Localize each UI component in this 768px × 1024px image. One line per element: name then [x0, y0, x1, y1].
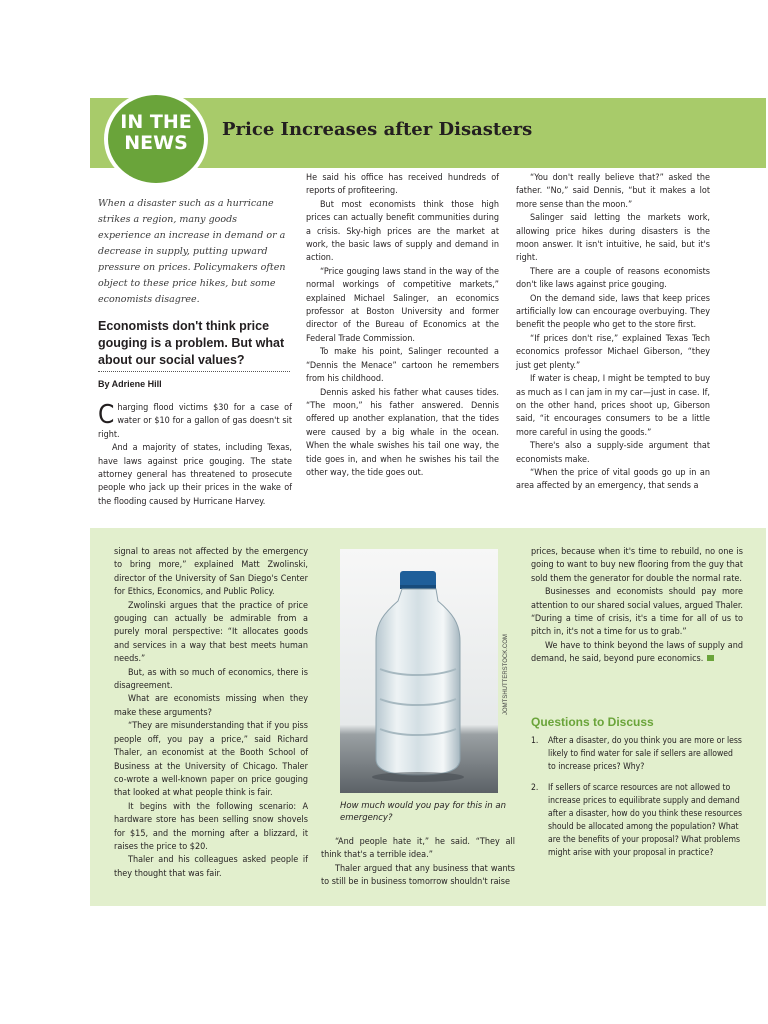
paragraph: Dennis asked his father what causes tides. “The moon,” his father answered. Dennis offered up another explanation, that the tides were caused by a big whale in the ocean. When the whale swishes his tail one way, the tide goes in, and when he swishes his tail the other way, the tide goes out. [306, 387, 499, 478]
question-text: After a disaster, do you think you are more or less likely to find water for sale if sellers are allowed to increase prices? Why? [548, 736, 742, 772]
column-4 [114, 546, 308, 881]
column-1 [98, 402, 292, 509]
water-bottle-photo [340, 549, 498, 793]
paragraph: There's also a supply-side argument that economists make. [516, 441, 710, 465]
article-title: Price Increases after Disasters [222, 119, 533, 140]
subheadline: Economists don't think price gouging is a problem. But what about our social values? [98, 319, 285, 367]
questions-list [531, 735, 743, 868]
paragraph: “If prices don't rise,” explained Texas Tech economics professor Michael Giberson, “they just get plenty.” [516, 333, 710, 371]
badge-line1: IN THE [120, 111, 192, 133]
byline: By Adriene Hill [98, 379, 162, 389]
paragraph: Businesses and economists should pay more attention to our shared social values, argued Thaler. “During a time of crisis, it's a time for all of us to pitch in, it's not a time for us to grab.” [531, 587, 743, 638]
paragraph: Thaler and his colleagues asked people if they thought that was fair. [114, 855, 308, 879]
column-2 [306, 172, 499, 480]
paragraph: prices, because when it's time to rebuild, no one is going to want to buy new flooring from the guy that sold them the generator for double the normal rate. [531, 547, 743, 584]
divider [98, 371, 290, 372]
paragraph: “They are misunderstanding that if you piss people off, you pay a price,” said Richard Thaler, an economist at the Booth School of Business at the University of Chicago. Thaler co-wrote a well-known paper on price gouging that looked at what people think is fair. [114, 721, 308, 799]
question-item [531, 735, 743, 774]
intro-text: When a disaster such as a hurricane strikes a region, many goods experience an increase in demand or a decrease in supply, putting upward pressure on prices. Policymakers often object to these price hikes, but some economists disagree. [98, 198, 286, 305]
paragraph: signal to areas not affected by the emergency to bring more,” explained Matt Zwolinski, director of the University of San Diego's Center for Ethics, Economics, and Public Policy. [114, 547, 308, 598]
water-bottle-image [340, 549, 498, 793]
paragraph: But most economists think those high prices can actually benefit communities during a crisis. Sky-high prices are the market at work, the basic laws of supply and demand in action. [306, 199, 499, 264]
paragraph: “Price gouging laws stand in the way of the normal workings of competitive markets,” explained Michael Salinger, an economics professor at Boston University and former director of the Bureau of Economics at the Federal Trade Commission. [306, 266, 499, 344]
badge-line2: NEWS [124, 132, 188, 154]
question-text: If sellers of scarce resources are not allowed to increase prices to equilibrate supply and demand after a disaster, how do you think these resources should be allocated among the population? What are the benefits of your proposal? What problems might arise with your proposal in practice? [548, 783, 743, 858]
photo-caption: How much would you pay for this in an emergency? [340, 801, 506, 823]
photo-credit: JOMTSHUTTERSTOCK.COM [503, 634, 509, 715]
paragraph: If water is cheap, I might be tempted to buy as much as I can jam in my car—just in case. If, on the other hand, prices shoot up, Giberson said, “it encourages consumers to be a little more careful in using the goods.” [516, 374, 710, 438]
question-number: 2. [531, 783, 539, 793]
drop-cap: C [98, 400, 115, 430]
column-6 [531, 546, 743, 667]
paragraph: Zwolinski argues that the practice of price gouging can actually be admirable from a purely moral perspective: “It allocates goods and services in a way that best meets human needs.” [114, 600, 308, 665]
paragraph: He said his office has received hundreds of reports of profiteering. [306, 173, 499, 197]
in-the-news-badge [108, 95, 204, 183]
paragraph: And a majority of states, including Texas, have laws against price gouging. The state attorney general has threatened to prosecute people who jack up their prices in the wake of the flooding caused by Hurricane Harvey. [98, 443, 292, 507]
paragraph-text: harging flood victims $30 for a case of water or $10 for a gallon of gas doesn't sit right. [98, 403, 292, 440]
paragraph [98, 402, 292, 442]
question-item [531, 782, 743, 860]
paragraph: “When the price of vital goods go up in an area affected by an emergency, that sends a [516, 467, 710, 492]
questions-heading: Questions to Discuss [531, 715, 654, 729]
paragraph: “You don't really believe that?” asked the father. “No,” said Dennis, “but it makes a lot more sense than the moon.” [516, 173, 710, 210]
column-3 [516, 172, 710, 494]
paragraph-text: We have to think beyond the laws of supply and demand, he said, beyond pure economics. [531, 640, 743, 665]
paragraph: On the demand side, laws that keep prices artificially low can encourage overbuying. They benefit the people who get to the store first. [516, 293, 710, 331]
paragraph: Salinger said letting the markets work, allowing price hikes during disasters is the moon answer. It isn't intuitive, he said, but it's right. [516, 213, 710, 264]
end-mark-icon [707, 655, 714, 661]
paragraph: What are economists missing when they make these arguments? [114, 694, 308, 718]
paragraph: “And people hate it,” he said. “They all think that's a terrible idea.” [321, 837, 515, 861]
column-5 [321, 836, 515, 890]
paragraph: Thaler argued that any business that wants to still be in business tomorrow shouldn't raise [321, 863, 515, 888]
question-number: 1. [531, 736, 539, 746]
paragraph: But, as with so much of economics, there is disagreement. [114, 667, 308, 692]
paragraph: There are a couple of reasons economists don't like laws against price gouging. [516, 266, 710, 291]
paragraph [531, 640, 743, 667]
paragraph: It begins with the following scenario: A hardware store has been selling snow shovels for $15, and the morning after a blizzard, it raises the price to $20. [114, 801, 308, 852]
paragraph: To make his point, Salinger recounted a “Dennis the Menace” cartoon he remembers from his childhood. [306, 347, 499, 385]
